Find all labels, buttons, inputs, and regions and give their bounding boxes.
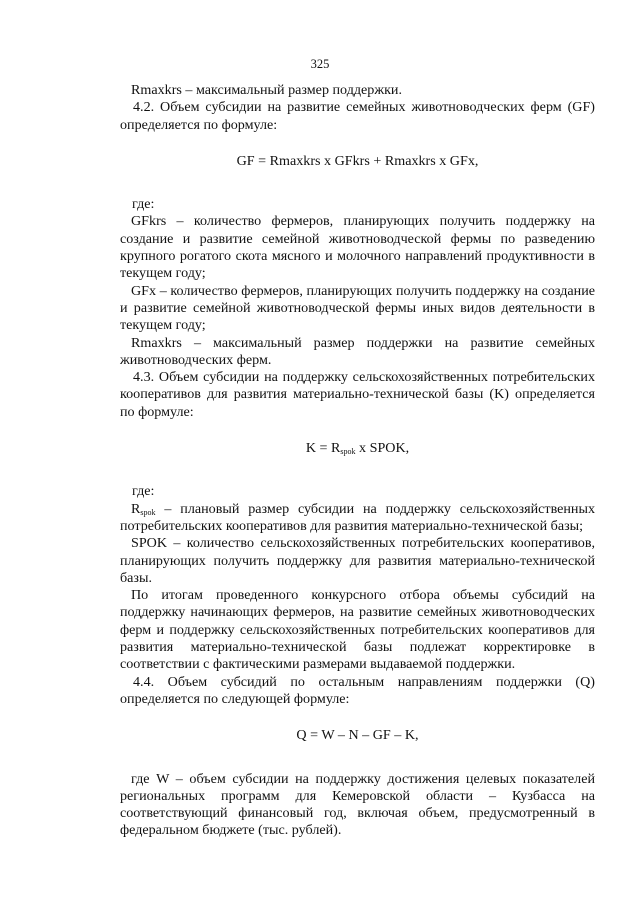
formula-gf: GF = Rmaxkrs x GFkrs + Rmaxkrs x GFx, bbox=[236, 152, 479, 169]
paragraph-gfkrs-def: GFkrs – количество фермеров, планирующих получить поддержку на создание и развитие семейной животноводческой фермы по разведению крупного рогатого скота мясного и молочного направлений продуктивности в текущем году; bbox=[120, 213, 595, 282]
paragraph-rmaxkrs-def: Rmaxkrs – максимальный размер поддержки. bbox=[131, 82, 402, 98]
formula-k-left: K = R bbox=[305, 440, 341, 457]
page-number: 325 bbox=[310, 57, 330, 71]
rspok-symbol: R bbox=[131, 500, 141, 517]
formula-q: Q = W – N – GF – K, bbox=[296, 727, 419, 744]
paragraph-4-4: 4.4. Объем субсидий по остальным направлениям поддержки (Q) определяется по следующей формуле: bbox=[120, 673, 595, 707]
formula-k-subscript: spok bbox=[340, 447, 356, 457]
paragraph-spok-def: SPOK – количество сельскохозяйственных потребительских кооперативов, планирующих получить поддержку для развития материально-технической базы. bbox=[120, 535, 595, 586]
rspok-definition: – плановый размер субсидии на поддержку сельскохозяйственных потребительских кооперативов для развития материально-технической базы; bbox=[120, 500, 595, 534]
formula-k-right: x SPOK, bbox=[355, 440, 410, 457]
paragraph-w-def: где W – объем субсидии на поддержку достижения целевых показателей региональных программ для Кемеровской области – Кузбасса на соответствующий финансовый год, включая объем, предусмотренный в федеральном бюджете (тыс. рублей). bbox=[120, 770, 595, 839]
paragraph-rspok-def bbox=[120, 501, 595, 536]
paragraph-rmaxkrs-farms-def: Rmaxkrs – максимальный размер поддержки на развитие семейных животноводческих ферм. bbox=[120, 334, 595, 368]
paragraph-adjustment: По итогам проведенного конкурсного отбора объемы субсидий на поддержку начинающих фермеров, на развитие семейных животноводческих ферм и поддержку сельскохозяйственных потребительских кооперативов для развития материально-технической базы подлежат корректировке в соответствии с фактическими размерами выдаваемой поддержки. bbox=[120, 587, 595, 673]
formula-k bbox=[120, 440, 595, 457]
paragraph-gfx-def: GFx – количество фермеров, планирующих получить поддержку на создание и развитие семейной животноводческой фермы иных видов деятельности в текущем году; bbox=[120, 282, 595, 334]
where-label-1: где: bbox=[132, 196, 155, 213]
paragraph-4-3: 4.3. Объем субсидии на поддержку сельскохозяйственных потребительских кооперативов для развития материально-технической базы (K) определяется по формуле: bbox=[120, 369, 595, 420]
where-label-2: где: bbox=[132, 483, 155, 500]
document-body bbox=[120, 82, 595, 840]
rspok-subscript: spok bbox=[140, 507, 156, 517]
paragraph-4-2: 4.2. Объем субсидии на развитие семейных животноводческих ферм (GF) определяется по формуле: bbox=[120, 99, 595, 133]
